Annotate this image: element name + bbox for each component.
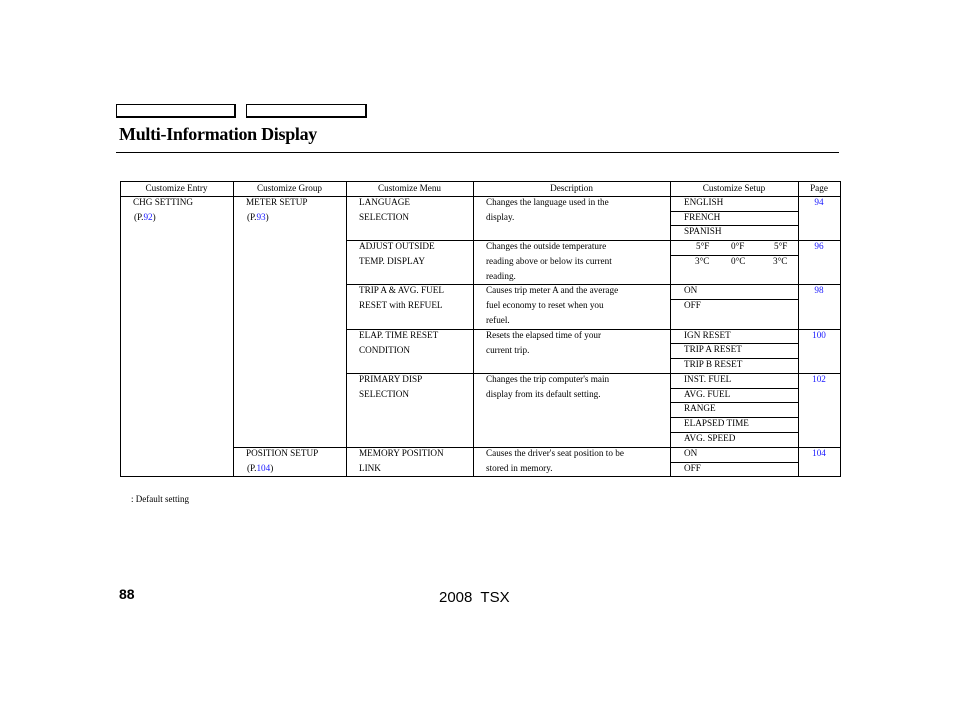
page-title: Multi-Information Display <box>119 124 318 144</box>
page-link[interactable]: 102 <box>812 374 826 384</box>
setup-option: IGN RESET <box>684 330 731 340</box>
page-link[interactable]: 94 <box>814 197 824 207</box>
group-meter-setup: METER SETUP <box>246 197 308 207</box>
setup-option: AVG. FUEL <box>684 389 731 399</box>
menu-primary-disp: SELECTION <box>359 389 410 399</box>
table-border-bottom <box>120 476 841 477</box>
menu-trip-reset: TRIP A & AVG. FUEL <box>359 285 444 295</box>
description-trip-reset: Causes trip meter A and the average <box>486 285 619 295</box>
setup-temp-c-zero: 0°C <box>731 256 746 266</box>
group-meter-page-link[interactable]: 93 <box>256 212 266 222</box>
group-position-page-link[interactable]: 104 <box>256 463 271 473</box>
menu-elap-time: ELAP. TIME RESET <box>359 330 439 340</box>
col-header-entry: Customize Entry <box>145 183 208 193</box>
menu-adjust-temp: TEMP. DISPLAY <box>359 256 426 266</box>
description-elap-time: current trip. <box>486 345 530 355</box>
ref-prefix: (P. <box>134 212 144 222</box>
header-tab-1 <box>116 104 236 118</box>
customize-settings-table <box>120 181 841 477</box>
setup-option: OFF <box>684 463 701 473</box>
description-primary-disp: Changes the trip computer's main <box>486 374 610 384</box>
page-link[interactable]: 96 <box>814 241 824 251</box>
header-divider <box>120 196 841 197</box>
description-memory-position: Causes the driver's seat position to be <box>486 448 624 458</box>
ref-prefix: (P. <box>247 463 257 473</box>
group-meter-page-ref <box>247 210 269 225</box>
group-position-page-ref <box>247 461 273 476</box>
menu-memory-position: MEMORY POSITION <box>359 448 444 458</box>
table-border-left <box>120 181 121 477</box>
group-position-setup: POSITION SETUP <box>246 448 319 458</box>
setup-temp-c-high: 3°C <box>773 256 788 266</box>
menu-trip-reset: RESET with REFUEL <box>359 300 443 310</box>
ref-suffix: ) <box>265 212 269 222</box>
setup-option: TRIP A RESET <box>684 344 742 354</box>
page-link[interactable]: 100 <box>812 330 826 340</box>
page-number: 88 <box>119 586 135 602</box>
description-elap-time: Resets the elapsed time of your <box>486 330 602 340</box>
description-trip-reset: refuel. <box>486 315 510 325</box>
menu-adjust-temp: ADJUST OUTSIDE <box>359 241 435 251</box>
menu-elap-time: CONDITION <box>359 345 411 355</box>
description-memory-position: stored in memory. <box>486 463 553 473</box>
col-header-description: Description <box>550 183 593 193</box>
menu-primary-disp: PRIMARY DISP <box>359 374 423 384</box>
setup-temp-f-zero: 0°F <box>731 241 745 251</box>
setup-option: OFF <box>684 300 701 310</box>
description-temp: Changes the outside temperature <box>486 241 607 251</box>
setup-option: ON <box>684 285 698 295</box>
setup-temp-f-low: 5°F <box>696 241 710 251</box>
setup-temp-f-high: 5°F <box>774 241 788 251</box>
setup-option: SPANISH <box>684 226 722 236</box>
setup-temp-c-low: 3°C <box>695 256 710 266</box>
entry-page-ref <box>134 210 156 225</box>
ref-suffix: ) <box>152 212 156 222</box>
description-temp: reading above or below its current <box>486 256 612 266</box>
col-header-setup: Customize Setup <box>702 183 766 193</box>
ref-suffix: ) <box>270 463 274 473</box>
col-header-group: Customize Group <box>256 183 323 193</box>
description-temp: reading. <box>486 271 516 281</box>
setup-option: ENGLISH <box>684 197 724 207</box>
col-header-page: Page <box>810 183 828 193</box>
description-language: display. <box>486 212 515 222</box>
entry-page-link[interactable]: 92 <box>143 212 153 222</box>
ref-prefix: (P. <box>247 212 257 222</box>
description-primary-disp: display from its default setting. <box>486 389 601 399</box>
setup-option: INST. FUEL <box>684 374 732 384</box>
menu-memory-position: LINK <box>359 463 381 473</box>
setup-option: RANGE <box>684 403 716 413</box>
menu-language: LANGUAGE <box>359 197 411 207</box>
description-language: Changes the language used in the <box>486 197 609 207</box>
page-link[interactable]: 98 <box>814 285 824 295</box>
entry-name: CHG SETTING <box>133 197 193 207</box>
page-link[interactable]: 104 <box>812 448 826 458</box>
description-trip-reset: fuel economy to reset when you <box>486 300 604 310</box>
setup-option: TRIP B RESET <box>684 359 743 369</box>
setup-option: AVG. SPEED <box>684 433 736 443</box>
setup-option: FRENCH <box>684 212 721 222</box>
setup-option: ELAPSED TIME <box>684 418 749 428</box>
header-tab-2 <box>246 104 367 118</box>
col-header-menu: Customize Menu <box>377 183 442 193</box>
default-setting-note: : Default setting <box>131 494 189 504</box>
model-name: 2008 TSX <box>439 589 510 606</box>
menu-language: SELECTION <box>359 212 410 222</box>
title-rule <box>116 152 839 153</box>
col-divider <box>233 181 234 477</box>
setup-option: ON <box>684 448 698 458</box>
